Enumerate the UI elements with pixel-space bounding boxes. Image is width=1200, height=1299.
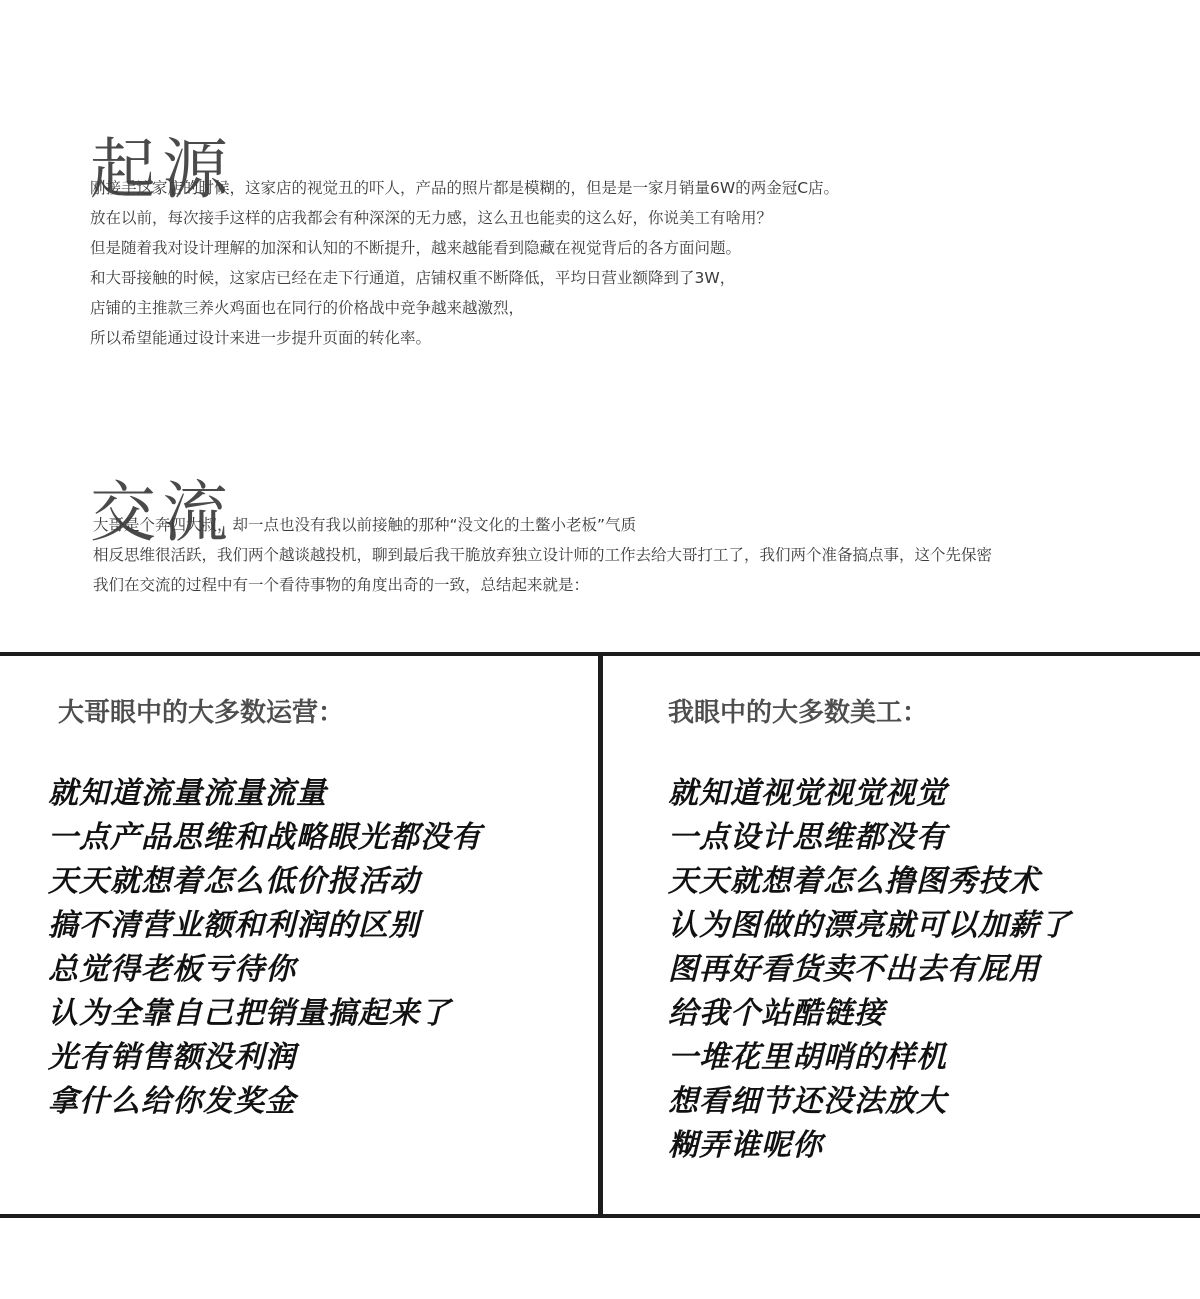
list-item: 认为图做的漂亮就可以加薪了	[668, 908, 1071, 943]
list-item: 给我个站酷链接	[668, 996, 885, 1031]
list-item: 糊弄谁呢你	[668, 1128, 823, 1163]
left-brush-list	[48, 772, 482, 1124]
list-item: 就知道视觉视觉视觉	[668, 776, 947, 811]
origin-line: 店铺的主推款三养火鸡面也在同行的价格战中竞争越来越激烈，	[90, 299, 525, 317]
list-item: 就知道流量流量流量	[48, 776, 327, 811]
origin-line: 放在以前，每次接手这样的店我都会有种深深的无力感，这么丑也能卖的这么好，你说美工有啥用？	[90, 209, 773, 227]
talk-title: 交流	[90, 474, 234, 552]
list-item: 天天就想着怎么低价报活动	[48, 864, 420, 899]
list-item: 搞不清营业额和利润的区别	[48, 908, 420, 943]
right-brush-list	[668, 772, 1071, 1168]
panel-bottom-border	[0, 1214, 1200, 1218]
list-item: 拿什么给你发奖金	[48, 1084, 296, 1119]
talk-line: 大哥是个奔四大叔，却一点也没有我以前接触的那种“没文化的土鳖小老板”气质	[93, 516, 637, 534]
list-item: 一点设计思维都没有	[668, 820, 947, 855]
list-item: 一点产品思维和战略眼光都没有	[48, 820, 482, 855]
origin-paragraph	[90, 173, 839, 353]
list-item: 天天就想着怎么撸图秀技术	[668, 864, 1040, 899]
panel-middle-divider	[598, 652, 603, 1218]
origin-line: 但是随着我对设计理解的加深和认知的不断提升，越来越能看到隐藏在视觉背后的各方面问题。	[90, 239, 742, 257]
talk-line: 我们在交流的过程中有一个看待事物的角度出奇的一致，总结起来就是：	[93, 576, 590, 594]
list-item: 图再好看货卖不出去有屁用	[668, 952, 1040, 987]
origin-line: 和大哥接触的时候，这家店已经在走下行通道，店铺权重不断降低，平均日营业额降到了3W，	[90, 269, 736, 287]
origin-title: 起源	[90, 131, 234, 209]
talk-line: 相反思维很活跃，我们两个越谈越投机，聊到最后我干脆放弃独立设计师的工作去给大哥打工了，我们两个准备搞点事，这个先保密	[93, 546, 993, 564]
talk-paragraph	[93, 510, 992, 600]
origin-line: 所以希望能通过设计来进一步提升页面的转化率。	[90, 329, 432, 347]
left-column-heading: 大哥眼中的大多数运营：	[58, 698, 345, 728]
list-item: 总觉得老板亏待你	[48, 952, 296, 987]
origin-line: 刚接手这家店的时候，这家店的视觉丑的吓人，产品的照片都是模糊的，但是是一家月销量6W的两金冠C店。	[90, 179, 840, 197]
list-item: 想看细节还没法放大	[668, 1084, 947, 1119]
list-item: 认为全靠自己把销量搞起来了	[48, 996, 451, 1031]
right-column-heading: 我眼中的大多数美工：	[668, 698, 929, 728]
list-item: 光有销售额没利润	[48, 1040, 296, 1075]
list-item: 一堆花里胡哨的样机	[668, 1040, 947, 1075]
